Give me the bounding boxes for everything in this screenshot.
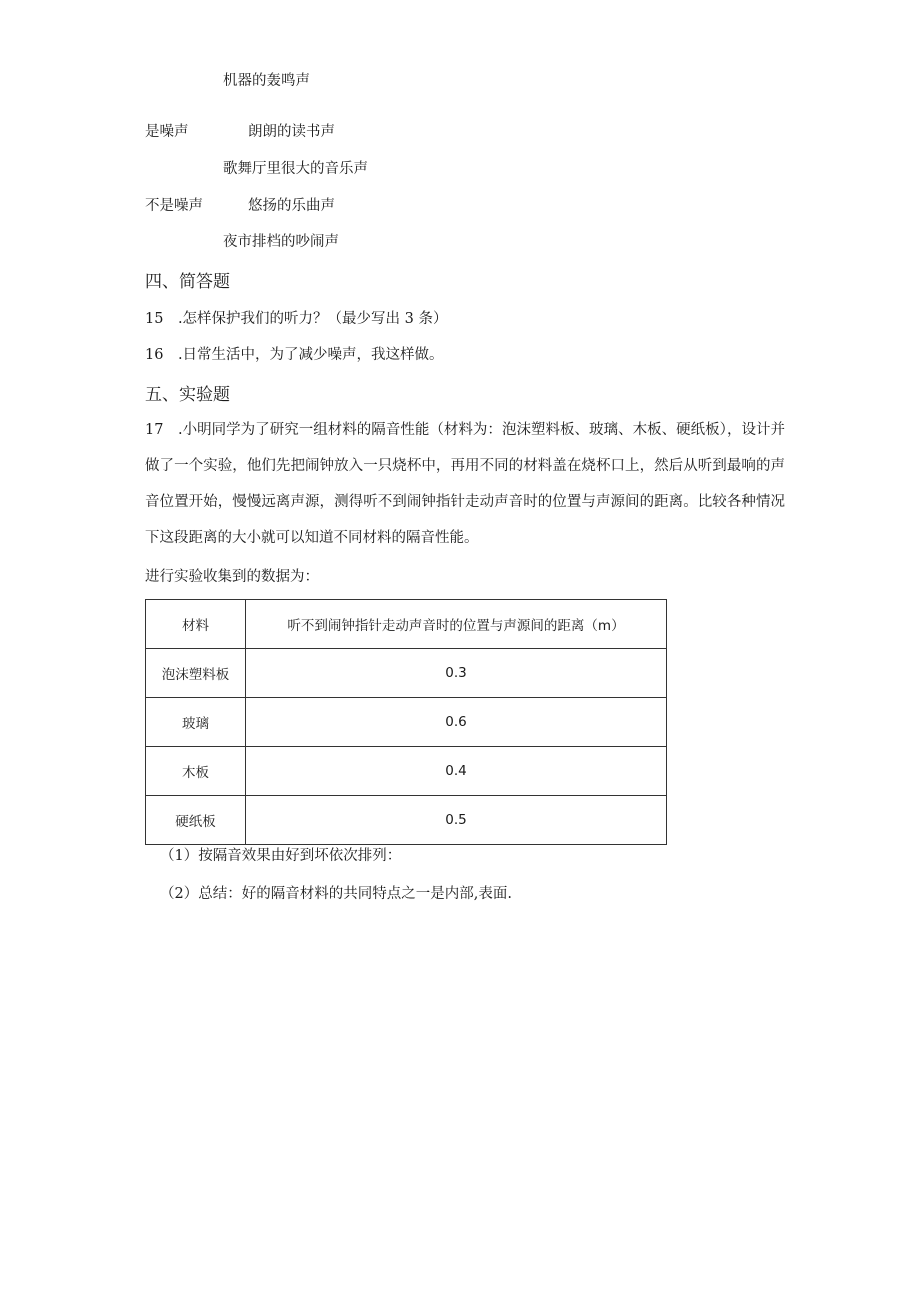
table-cell-distance: 0.6	[246, 698, 667, 747]
table-row	[146, 747, 667, 796]
table-cell-material: 木板	[146, 747, 246, 796]
table-header-row	[146, 600, 667, 649]
question-15: 15 .怎样保护我们的听力？（最少写出 3 条）	[145, 311, 448, 327]
match-item-reading: 朗朗的读书声	[248, 124, 335, 140]
table-row	[146, 649, 667, 698]
question-17-text: 17 .小明同学为了研究一组材料的隔音性能（材料为：泡沫塑料板、玻璃、木板、硬纸板），设计并做了一个实验，他们先把闹钟放入一只烧杯中，再用不同的材料盖在烧杯口上，然后从听到最响的声音位置开始，慢慢远离声源，测得听不到闹钟指针走动声音时的位置与声源间的距离。比较各种情况下这段距离的大小就可以知道不同材料的隔音性能。	[145, 422, 785, 546]
match-item-machine-roar: 机器的轰鸣声	[223, 73, 310, 89]
match-category-not-noise: 不是噪声	[145, 198, 203, 214]
table-cell-distance: 0.3	[246, 649, 667, 698]
experiment-data-table	[145, 599, 667, 845]
section-title-short-answer: 四、简答题	[145, 272, 230, 292]
table-cell-material: 玻璃	[146, 698, 246, 747]
sub-question-2: （2）总结：好的隔音材料的共同特点之一是内部,表面.	[160, 886, 512, 902]
section-title-experiment: 五、实验题	[145, 385, 230, 405]
sub-question-1: （1）按隔音效果由好到坏依次排列：	[160, 848, 402, 864]
data-intro: 进行实验收集到的数据为：	[145, 569, 319, 585]
match-item-night-market: 夜市排档的吵闹声	[223, 234, 339, 250]
table-header-material: 材料	[146, 600, 246, 649]
table-cell-distance: 0.4	[246, 747, 667, 796]
table-cell-material: 泡沫塑料板	[146, 649, 246, 698]
match-item-dance-hall-music: 歌舞厅里很大的音乐声	[223, 161, 368, 177]
match-category-noise: 是噪声	[145, 124, 189, 140]
table-row	[146, 796, 667, 845]
question-16: 16 .日常生活中，为了减少噪声，我这样做。	[145, 347, 444, 363]
table-header-distance: 听不到闹钟指针走动声音时的位置与声源间的距离（m）	[246, 600, 667, 649]
table-row	[146, 698, 667, 747]
table-cell-distance: 0.5	[246, 796, 667, 845]
table-cell-material: 硬纸板	[146, 796, 246, 845]
match-item-melody: 悠扬的乐曲声	[248, 198, 335, 214]
